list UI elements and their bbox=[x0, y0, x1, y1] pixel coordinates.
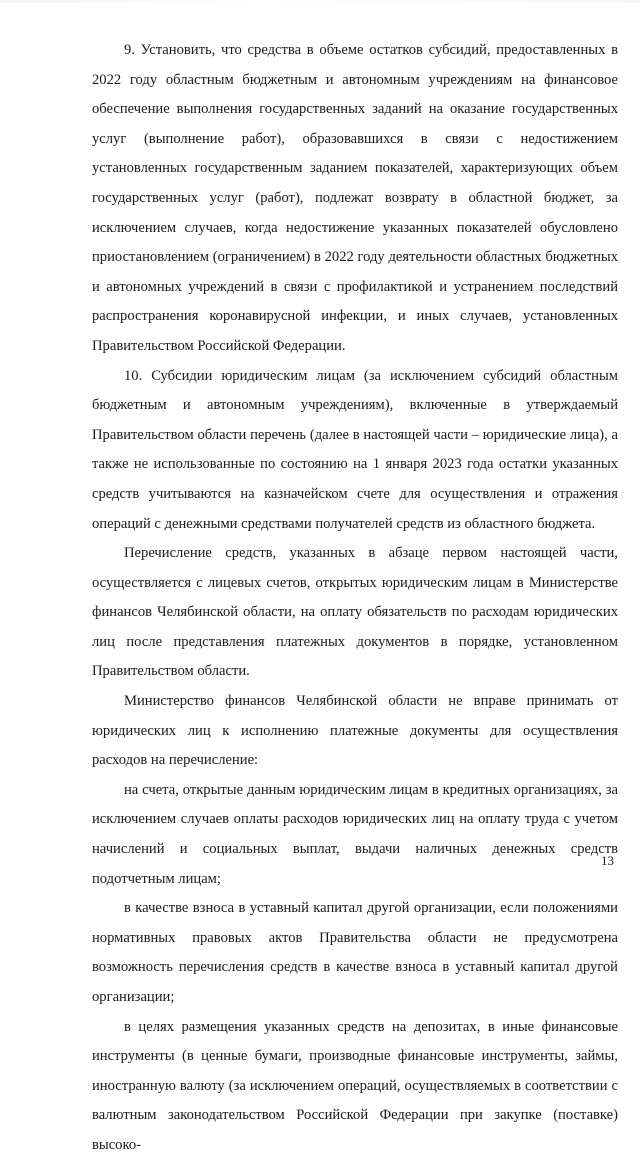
scan-edge bbox=[0, 0, 640, 3]
paragraph-bank-accounts: на счета, открытые данным юридическим лицам в кредитных организациях, за исключением случаев оплаты расходов юридических лиц на оплату труда с учетом начислений и социальных выплат, выдачи наличных денежных средств подотчетным лицам; bbox=[92, 781, 618, 887]
paragraph-item-10: 10. Субсидии юридическим лицам (за исключением субсидий областным бюджетным и автономным учреждениям), включенные в утверждаемый Правительством области перечень (далее в настоящей части – юридические лица), а также не использованные по состоянию на 1 января 2023 года остатки указанных средств учитываются на казначейском счете для осуществления и отражения операций с денежными средствами получателей средств из областного бюджета. bbox=[92, 367, 618, 532]
page-number: 13 bbox=[601, 853, 614, 868]
paragraph-transfer-funds: Перечисление средств, указанных в абзаце первом настоящей части, осуществляется с лицевых счетов, открытых юридическим лицам в Министерстве финансов Челябинской области, на оплату обязательств по расходам юридических лиц после представления платежных документов в порядке, установленном Правительством области. bbox=[92, 545, 618, 680]
paragraph-ministry-restriction: Министерство финансов Челябинской области не вправе принимать от юридических лиц к исполнению платежные документы для осуществления расходов на перечисление: bbox=[92, 693, 618, 769]
document-body bbox=[92, 36, 618, 1161]
paragraph-deposits: в целях размещения указанных средств на депозитах, в иные финансовые инструменты (в ценные бумаги, производные финансовые инструменты, займы, иностранную валюту (за исключением операций, осуществляемых в соответствии с валютным законодательством Российской Федерации при закупке (поставке) высоко- bbox=[92, 1018, 618, 1153]
paragraph-charter-capital: в качестве взноса в уставный капитал другой организации, если положениями нормативных правовых актов Правительства области не предусмотрена возможность перечисления средств в качестве взноса в уставный капитал другой организации; bbox=[92, 900, 618, 1005]
paragraph-item-9: 9. Установить, что средства в объеме остатков субсидий, предоставленных в 2022 году областным бюджетным и автономным учреждениям на финансовое обеспечение выполнения государственных заданий на оказание государственных услуг (выполнение работ), образовавшихся в связи с недостижением установленных государственным заданием показателей, характеризующих объем государственных услуг (работ), подлежат возврату в областной бюджет, за исключением случаев, когда недостижение указанных показателей обусловлено приостановлением (ограничением) в 2022 году деятельности областных бюджетных и автономных учреждений в связи с профилактикой и устранением последствий распространения коронавирусной инфекции, и иных случаев, установленных Правительством Российской Федерации. bbox=[92, 42, 618, 354]
